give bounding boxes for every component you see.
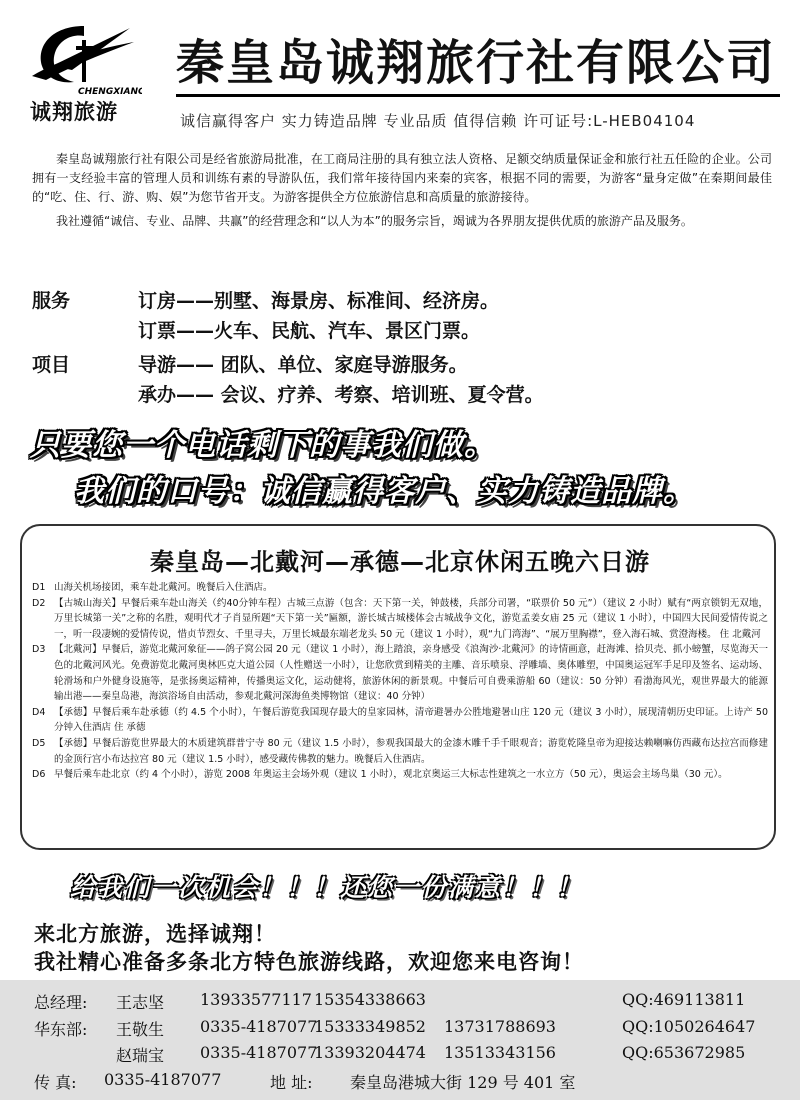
- services-group: [32, 286, 772, 346]
- header: [0, 0, 800, 140]
- intro-paragraph: 我社遵循“诚信、专业、品牌、共赢”的经营理念和“以人为本”的服务宗旨，竭诚为各界朋友提供优质的旅游产品及服务。: [56, 214, 693, 228]
- day-text: 山海关机场接团，乘车赴北戴河。晚餐后入住酒店。: [54, 582, 273, 593]
- day-label: D1: [32, 582, 46, 593]
- itinerary-day: [32, 736, 768, 767]
- service-line: 订票——火车、民航、汽车、景区门票。: [138, 320, 481, 342]
- projects-category: 项目: [32, 354, 71, 376]
- banner-line-2: 我们的口号：诚信赢得客户、实力铸造品牌。: [74, 474, 694, 509]
- itinerary-day: [32, 767, 768, 783]
- gm-qq: QQ:469113811: [622, 990, 746, 1009]
- service-line: 承办—— 会议、疗养、考察、培训班、夏令营。: [138, 384, 544, 406]
- day-text: 【承德】早餐后游览世界最大的木质建筑群普宁寺 80 元（建议 1.5 小时），参观我国最大的金漆木雕千手千眼观音；游览乾隆皇帝为迎接达赖喇嘛仿西藏布达拉宫而修建的金顶行宫小布达拉宫 80 元（建议 1.5 小时），感受藏传佛教的魅力。晚餐后入住酒店。: [54, 737, 768, 765]
- east-contact-phone: 13393204474: [314, 1043, 426, 1062]
- company-intro: [32, 150, 772, 236]
- itinerary-day: [32, 580, 768, 596]
- projects-group: [32, 350, 772, 410]
- day-label: D6: [32, 769, 46, 781]
- itinerary-day: [32, 642, 768, 704]
- banner-line-1: 只要您一个电话剩下的事我们做。: [30, 428, 495, 463]
- day-label: D5: [32, 737, 46, 749]
- day-label: D2: [32, 597, 46, 609]
- address-label: 地 址:: [270, 1073, 313, 1092]
- company-name: 秦皇岛诚翔旅行社有限公司: [176, 35, 777, 91]
- east-contact-phone: 15333349852: [314, 1017, 426, 1036]
- logo-subtitle: 诚翔旅游: [30, 99, 118, 124]
- day-text: 早餐后乘车赴北京（约 4 个小时），游览 2008 年奥运主会场外观（建议 1 小时），观北京奥运三大标志性建筑之一水立方（50 元），奥运会主场鸟巢（30 元）。: [54, 769, 728, 781]
- fax-label: 传 真:: [34, 1073, 77, 1092]
- tour-title: 秦皇岛—北戴河—承德—北京休闲五晚六日游: [150, 548, 650, 576]
- address: 秦皇岛港城大街 129 号 401 室: [350, 1073, 576, 1092]
- services-category: 服务: [32, 290, 71, 312]
- east-label: 华东部:: [34, 1020, 88, 1039]
- itinerary-day: [32, 596, 768, 643]
- day-label: D3: [32, 644, 46, 656]
- service-line: 导游—— 团队、单位、家庭导游服务。: [138, 354, 468, 376]
- day-label: D4: [32, 706, 46, 718]
- tour-box: [20, 524, 776, 850]
- logo-text: CHENGXIANG: [78, 87, 142, 97]
- east-contact-tel: 0335-4187077: [200, 1043, 318, 1062]
- east-contact-name: 王敬生: [116, 1020, 165, 1039]
- gm-phone: 13933577117: [200, 990, 312, 1009]
- header-divider: [176, 94, 780, 97]
- slogan-license: 诚信赢得客户 实力铸造品牌 专业品质 值得信赖 许可证号:L-HEB04104: [180, 112, 696, 130]
- east-contact-tel: 0335-4187077: [200, 1017, 318, 1036]
- callout-headline: 来北方旅游，选择诚翔！: [34, 922, 276, 946]
- gm-phone: 15354338663: [314, 990, 426, 1009]
- fax-number: 0335-4187077: [104, 1070, 222, 1089]
- service-line: 订房——别墅、海景房、标准间、经济房。: [138, 290, 500, 312]
- east-contact-qq: QQ:1050264647: [622, 1017, 756, 1036]
- east-contact-phone: 13731788693: [444, 1017, 556, 1036]
- gm-name: 王志坚: [116, 993, 165, 1012]
- itinerary-day: [32, 705, 768, 736]
- east-contact-phone: 13513343156: [444, 1043, 556, 1062]
- callout-subline: 我社精心准备多条北方特色旅游线路，欢迎您来电咨询！: [34, 950, 584, 974]
- itinerary: [32, 580, 768, 783]
- day-text: 【古城山海关】早餐后乘车赴山海关（约40分钟车程）古城三点游（包含：天下第一关，钟鼓楼，兵部分司署，“联票价 50 元”）（建议 2 小时）赋有“两京锁钥无双地，万里长城第一关”之称的名胜，观明代才子肖显所题“天下第一关”匾额，游长城古城楼体会古城战争文化，游览孟姜女庙 25 元（建议 1 小时），中国四大民间爱情传说之一，听一段凄婉的爱情传说，惜贞节烈女、千里寻夫，万里长城最东端老龙头 50 元（建议 1 小时），观“九门湾海”、“展万里胸襟”，登入海石城、赏澄海楼。 住 北戴河: [54, 597, 768, 640]
- contact-panel: [0, 980, 800, 1100]
- east-contact-qq: QQ:653672985: [622, 1043, 746, 1062]
- day-text: 【承德】早餐后乘车赴承德（约 4.5 个小时），午餐后游览我国现存最大的皇家园林，清帝避暑办公胜地避暑山庄 120 元（建议 3 小时），展现清朝历史印证。上诗产 50 分钟入住酒店 住 承德: [54, 706, 768, 734]
- day-text: 【北戴河】早餐后，游览北戴河象征——鸽子窝公园 20 元（建议 1 小时），海上踏浪，亲身感受《浪淘沙·北戴河》的诗情画意，赶海滩、拾贝壳、抓小螃蟹，尽览海天一色的北戴河风光。免费游览北戴河奥林匹克大道公园（人性赠送一小时），让您欣赏到精美的主雕、音乐喷泉、浮雕墙、奥体雕塑，中国奥运冠军手足印及签名、运动场、轮滑场和户外健身设施等，是张扬奥运精神，传播奥运文化，运动健将，旅游休闲的新景观。中餐后可自费乘游船 60（建议：50 分钟）看渤海风光，观世界最大的能源输出港——秦皇岛港，海滨浴场自由活动，参观北戴河深海鱼类博物馆（建议：40 分钟）: [54, 644, 768, 703]
- east-contact-name: 赵瑞宝: [116, 1046, 165, 1065]
- gm-label: 总经理:: [34, 993, 88, 1012]
- intro-paragraph: 秦皇岛诚翔旅行社有限公司是经省旅游局批准，在工商局注册的具有独立法人资格、足额交纳质量保证金和旅行社五任险的企业。公司拥有一支经验丰富的管理人员和训练有素的导游队伍，我们常年接待国内来秦的宾客，根据不同的需要，为游客“量身定做”在秦期间最佳的“吃、住、行、游、购、娱”为您节省开支。为游客提供全方位旅游信息和高质量的旅游接待。: [32, 152, 772, 204]
- company-logo: [22, 18, 142, 98]
- banner-opportunity: 给我们一次机会！！！还您一份满意！！！: [70, 873, 584, 902]
